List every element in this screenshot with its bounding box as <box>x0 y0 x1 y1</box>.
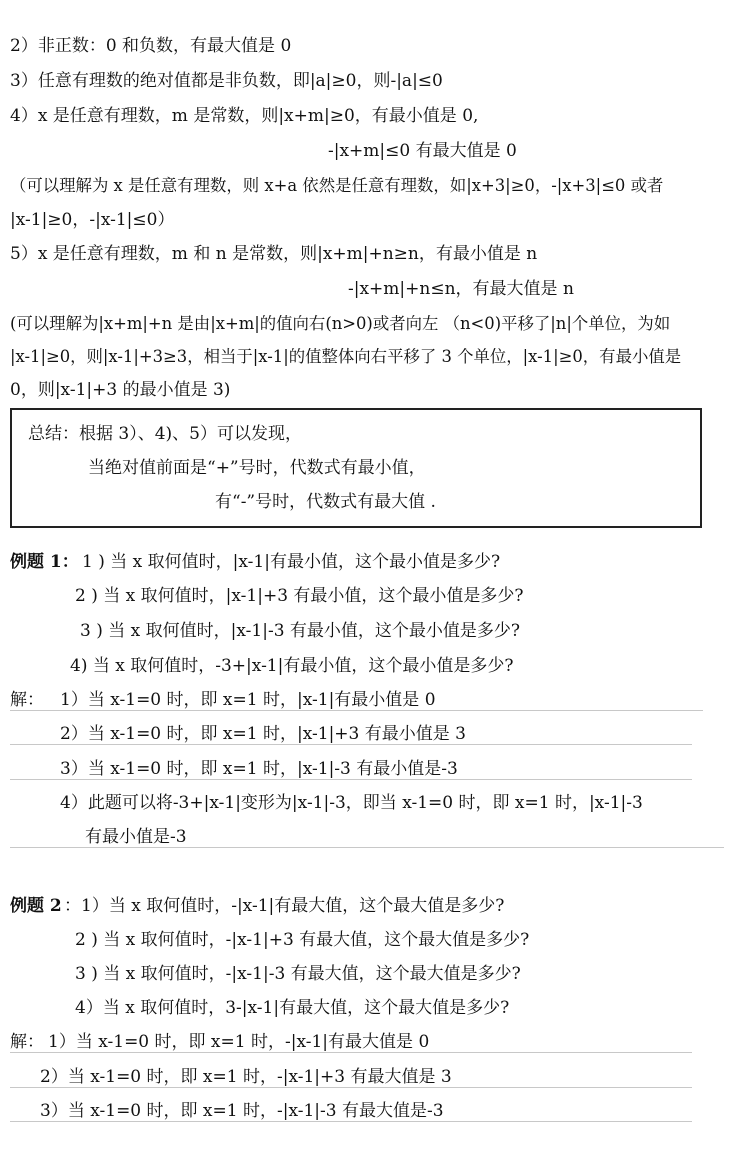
example-2-question-2: 2 ) 当 x 取何值时，-|x-1|+3 有最大值，这个最大值是多少? <box>75 930 530 950</box>
example-1-solution-label: 解： <box>10 690 44 710</box>
ruled-line <box>10 710 703 711</box>
example-2-solution-label: 解： <box>10 1032 44 1052</box>
summary-line-1: 总结：根据 3）、4)、5）可以发现， <box>28 424 302 444</box>
example-1-question-3: 3 ) 当 x 取何值时，|x-1|-3 有最小值，这个最小值是多少? <box>80 621 521 641</box>
example-1-answer-3: 3）当 x-1=0 时，即 x=1 时，|x-1|-3 有最小值是-3 <box>60 759 458 779</box>
property-4-note-1: （可以理解为 x 是任意有理数，则 x+a 依然是任意有理数，如|x+3|≥0，-|x+3|≤0 或者 <box>10 176 664 195</box>
example-2-label: 例题 2 <box>10 896 62 916</box>
example-2-answer-3: 3）当 x-1=0 时，即 x=1 时，-|x-1|-3 有最大值是-3 <box>40 1101 444 1121</box>
example-1-answer-4-line-1: 4）此题可以将-3+|x-1|变形为|x-1|-3，即当 x-1=0 时，即 x=1 时，|x-1|-3 <box>60 793 643 813</box>
property-2: 2）非正数：0 和负数，有最大值是 0 <box>10 36 292 56</box>
property-5-line-1: 5）x 是任意有理数，m 和 n 是常数，则|x+m|+n≥n，有最小值是 n <box>10 244 538 264</box>
ruled-line <box>10 1052 692 1053</box>
example-1-answer-4-line-2: 有最小值是-3 <box>85 827 187 847</box>
ruled-line <box>10 744 692 745</box>
property-5-note-1: (可以理解为|x+m|+n 是由|x+m|的值向右(n>0)或者向左 （n<0)平移了|n|个单位，为如 <box>10 314 671 333</box>
example-1-answer-2: 2）当 x-1=0 时，即 x=1 时，|x-1|+3 有最小值是 3 <box>60 724 466 744</box>
example-2-answer-2: 2）当 x-1=0 时，即 x=1 时，-|x-1|+3 有最大值是 3 <box>40 1067 452 1087</box>
example-1-question-4: 4) 当 x 取何值时，-3+|x-1|有最小值，这个最小值是多少? <box>70 656 514 676</box>
ruled-line <box>10 1121 692 1122</box>
example-1-label: 例题 1： <box>10 552 79 572</box>
ruled-line <box>10 779 692 780</box>
summary-line-2: 当绝对值前面是“+”号时，代数式有最小值， <box>88 458 426 478</box>
ruled-line <box>10 847 724 848</box>
property-5-note-2: |x-1|≥0，则|x-1|+3≥3，相当于|x-1|的值整体向右平移了 3 个单位，|x-1|≥0，有最小值是 <box>10 347 682 366</box>
property-5-line-2: -|x+m|+n≤n，有最大值是 n <box>348 279 574 299</box>
example-2-question-3: 3 ) 当 x 取何值时，-|x-1|-3 有最大值，这个最大值是多少? <box>75 964 521 984</box>
property-5-note-3: 0，则|x-1|+3 的最小值是 3) <box>10 380 231 400</box>
summary-line-3: 有“-”号时，代数式有最大值 . <box>215 492 436 512</box>
property-4-line-2: -|x+m|≤0 有最大值是 0 <box>328 141 517 161</box>
example-2-answer-1: 1）当 x-1=0 时，即 x=1 时，-|x-1|有最大值是 0 <box>48 1032 430 1052</box>
example-2-question-4: 4）当 x 取何值时，3-|x-1|有最大值，这个最大值是多少? <box>75 998 510 1018</box>
example-1-answer-1: 1）当 x-1=0 时，即 x=1 时，|x-1|有最小值是 0 <box>60 690 436 710</box>
example-1-question-2: 2 ) 当 x 取何值时，|x-1|+3 有最小值，这个最小值是多少? <box>75 586 524 606</box>
ruled-line <box>10 1087 692 1088</box>
example-1-question-1: 1 ) 当 x 取何值时，|x-1|有最小值，这个最小值是多少? <box>82 552 501 572</box>
property-4-note-2: |x-1|≥0，-|x-1|≤0） <box>10 210 175 230</box>
property-4-line-1: 4）x 是任意有理数，m 是常数，则|x+m|≥0，有最小值是 0, <box>10 106 479 126</box>
property-3: 3）任意有理数的绝对值都是非负数，即|a|≥0，则-|a|≤0 <box>10 71 443 91</box>
example-2-question-1: ：1）当 x 取何值时，-|x-1|有最大值，这个最大值是多少? <box>64 896 505 916</box>
